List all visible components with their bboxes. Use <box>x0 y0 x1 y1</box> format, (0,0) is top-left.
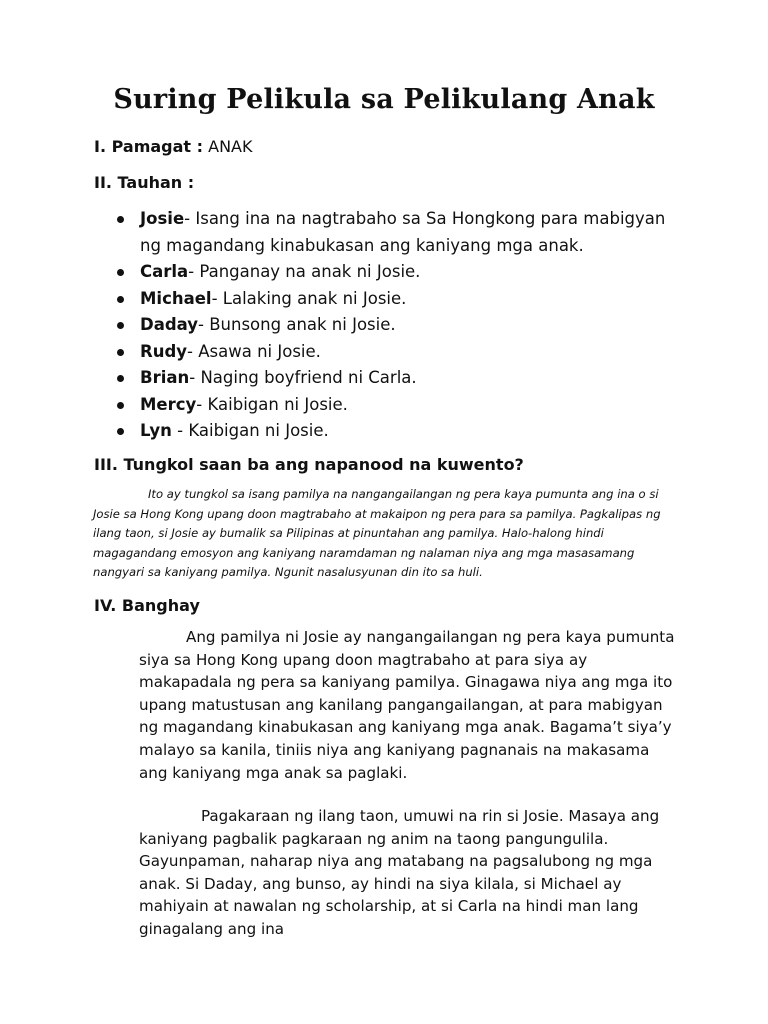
bullet-icon <box>117 349 124 356</box>
character-name: Brian <box>140 368 190 387</box>
banghay-paragraph-1: Ang pamilya ni Josie ay nangangailangan ng pera kaya pumunta siya sa Hong Kong upang doon magtrabaho at para siya ay makapadala ng pera sa kaniyang pamilya. Ginagawa niya ang mga ito upang matustusan ang kanilang pangangailangan, at para mabigyan ng magandang kinabukasan ang kaniyang mga anak. Bagama’t siya’y malayo sa kanila, tiniis niya ang kaniyang pagnanais na makasama ang kaniyang mga anak sa paglaki. <box>139 628 675 782</box>
character-name: Daday <box>140 315 199 334</box>
character-desc: - Naging boyfriend ni Carla. <box>189 368 417 387</box>
character-desc: - Asawa ni Josie. <box>187 341 321 361</box>
list-item <box>116 312 676 339</box>
character-desc: - Panganay na anak ni Josie. <box>188 262 421 281</box>
section-pamagat <box>94 137 252 157</box>
bullet-icon <box>117 216 124 223</box>
character-desc: - Kaibigan ni Josie. <box>171 421 329 440</box>
list-item <box>116 259 676 286</box>
list-item <box>116 392 676 419</box>
pamagat-value: ANAK <box>208 137 253 156</box>
list-item <box>116 286 676 313</box>
list-item <box>116 206 676 259</box>
banghay-label: IV. Banghay <box>94 596 200 615</box>
document-title: Suring Pelikula sa Pelikulang Anak <box>113 84 655 115</box>
character-name: Mercy <box>140 394 197 414</box>
pamagat-label: I. Pamagat : <box>94 137 204 156</box>
character-desc: - Kaibigan ni Josie. <box>196 394 348 414</box>
character-desc: - Bunsong anak ni Josie. <box>198 315 396 334</box>
character-name: Lyn <box>140 421 172 440</box>
character-name: Carla <box>140 262 189 281</box>
character-name: Rudy <box>140 341 188 361</box>
bullet-icon <box>117 322 124 329</box>
section-tungkol <box>94 455 524 475</box>
character-desc: - Isang ina na nagtrabaho sa Sa Hongkong para mabigyan ng magandang kinabukasan ang kaniyang mga anak. <box>140 209 666 255</box>
list-item <box>116 418 676 445</box>
bullet-icon <box>117 296 124 303</box>
character-name: Michael <box>140 288 212 308</box>
list-item <box>116 365 676 392</box>
character-list <box>116 206 676 445</box>
character-desc: - Lalaking anak ni Josie. <box>211 288 407 308</box>
character-name: Josie <box>140 209 185 228</box>
bullet-icon <box>117 428 124 435</box>
bullet-icon <box>117 375 124 382</box>
list-item <box>116 339 676 366</box>
section-banghay <box>94 596 200 616</box>
section-tauhan <box>94 173 194 193</box>
tungkol-label: III. Tungkol saan ba ang napanood na kuwento? <box>94 455 524 474</box>
tauhan-label: II. Tauhan : <box>94 173 195 192</box>
bullet-icon <box>117 269 124 276</box>
banghay-paragraph-2: Pagakaraan ng ilang taon, umuwi na rin si Josie. Masaya ang kaniyang pagbalik pagkaraan ng anim na taong pangungulila. Gayunpaman, naharap niya ang matabang na pagsalubong ng mga anak. Si Daday, ang bunso, ay hindi na siya kilala, si Michael ay mahiyain at nawalan ng scholarship, at si Carla na hindi man lang ginagalang ang ina <box>139 807 660 938</box>
summary-paragraph: Ito ay tungkol sa isang pamilya na nangangailangan ng pera kaya pumunta ang ina o si Josie sa Hong Kong upang doon magtrabaho at makaipon ng pera para sa pamilya. Pagkalipas ng ilang taon, si Josie ay bumalik sa Pilipinas at pinuntahan ang pamilya. Halo-halong hindi magagandang emosyon ang kaniyang naramdaman ng nalaman niya ang mga masasamang nangyari sa kaniyang pamilya. Ngunit nasalusyunan din ito sa huli. <box>93 487 661 580</box>
bullet-icon <box>117 402 124 409</box>
